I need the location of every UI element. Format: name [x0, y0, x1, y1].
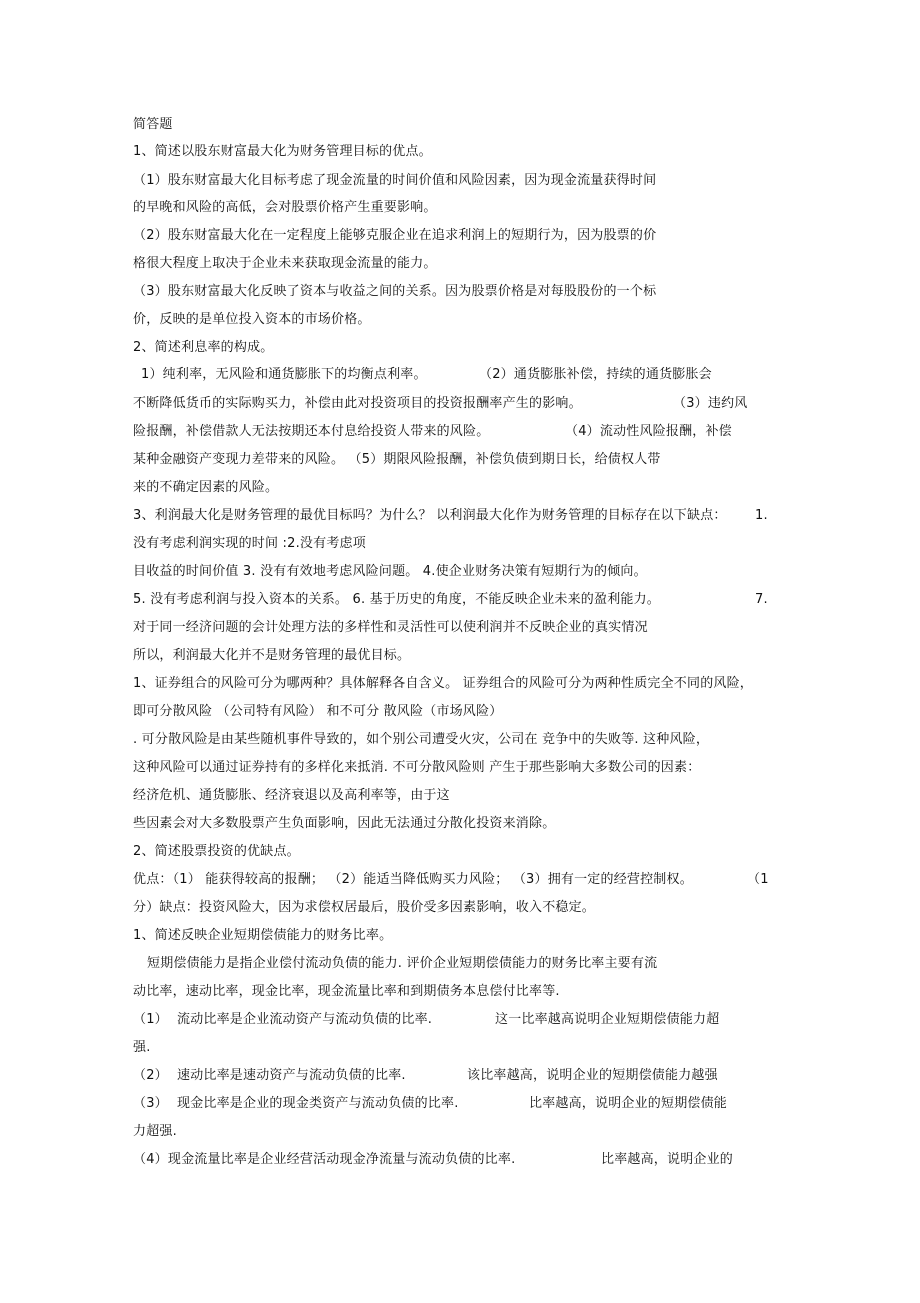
text-segment: 不断降低货币的实际购买力，补偿由此对投资项目的投资报酬率产生的影响。 — [133, 396, 582, 411]
section-heading: 简答题 — [133, 117, 173, 132]
answer-line: （2）股东财富最大化在一定程度上能够克服企业在追求利润上的短期行为，因为股票的价 — [133, 228, 657, 243]
answer-line: 经济危机、通货膨胀、经济衰退以及高利率等，由于这 — [133, 788, 450, 803]
answer-line: 所以，利润最大化并不是财务管理的最优目标。 — [133, 648, 411, 663]
answer-line: 价，反映的是单位投入资本的市场价格。 — [133, 312, 371, 327]
text-segment: 现金比率是企业的现金类资产与流动负债的比率. — [177, 1096, 459, 1111]
text-segment: 险报酬，补偿借款人无法按期还本付息给投资人带来的风险。 — [133, 424, 490, 439]
text-segment: （4）流动性风险报酬，补偿 — [565, 424, 732, 439]
answer-line: 强. — [133, 1040, 151, 1055]
question-1: 1、简述以股东财富最大化为财务管理目标的优点。 — [133, 144, 432, 159]
answer-line: 对于同一经济问题的会计处理方法的多样性和灵活性可以使利润并不反映企业的真实情况 — [133, 620, 648, 635]
text-segment: （1 — [747, 872, 769, 887]
text-segment: 1）纯利率，无风险和通货膨胀下的均衡点利率。 — [141, 367, 427, 382]
text-segment: 这一比率越高说明企业短期偿债能力超 — [495, 1012, 720, 1027]
answer-line: 即可分散风险 （公司特有风险） 和不可分 散风险（市场风险） — [133, 704, 503, 719]
answer-line: 些因素会对大多数股票产生负面影响，因此无法通过分散化投资来消除。 — [133, 816, 556, 831]
answer-line: 目收益的时间价值 3. 没有有效地考虑风险问题。 4.使企业财务决策有短期行为的倾向。 — [133, 564, 647, 579]
text-segment: （2） — [133, 1068, 168, 1083]
answer-line: 分）缺点：投资风险大，因为求偿权居最后，股价受多因素影响，收入不稳定。 — [133, 900, 596, 915]
text-segment: （3）违约风 — [673, 396, 748, 411]
text-segment: （1） — [133, 1012, 168, 1027]
answer-line: 动比率，速动比率，现金比率，现金流量比率和到期债务本息偿付比率等. — [133, 984, 560, 999]
answer-line: 这种风险可以通过证券持有的多样化来抵消. 不可分散风险则 产生于那些影响大多数公司的因素： — [133, 760, 701, 775]
text-segment: 速动比率是速动资产与流动负债的比率. — [177, 1068, 406, 1083]
text-segment: 优点：（1） 能获得较高的报酬； （2）能适当降低购买力风险； （3）拥有一定的经营控制权。 — [133, 872, 693, 887]
text-segment: 3、利润最大化是财务管理的最优目标吗？为什么？ 以利润最大化作为财务管理的目标存在以下缺点： — [133, 508, 727, 523]
text-segment: 5. 没有考虑利润与投入资本的关系。 6. 基于历史的角度，不能反映企业未来的盈利能力。 — [133, 592, 661, 607]
text-segment: （4）现金流量比率是企业经营活动现金净流量与流动负债的比率. — [133, 1152, 516, 1167]
text-segment: 1. — [755, 508, 768, 523]
answer-line: 短期偿债能力是指企业偿付流动负债的能力. 评价企业短期偿债能力的财务比率主要有流 — [147, 956, 658, 971]
question-6: 1、简述反映企业短期偿债能力的财务比率。 — [133, 928, 393, 943]
answer-line: . 可分散风险是由某些随机事件导致的，如个别公司遭受火灾，公司在 竞争中的失败等. 这种风险， — [133, 732, 710, 747]
text-segment: 该比率越高，说明企业的短期偿债能力越强 — [467, 1068, 718, 1083]
text-segment: 比率越高，说明企业的 — [601, 1152, 734, 1167]
answer-line: 格很大程度上取决于企业未来获取现金流量的能力。 — [133, 256, 437, 271]
question-5: 2、简述股票投资的优缺点。 — [133, 844, 300, 859]
text-segment: 流动比率是企业流动资产与流动负债的比率. — [177, 1012, 433, 1027]
answer-line: 没有考虑利润实现的时间 :2.没有考虑项 — [133, 536, 366, 551]
answer-line: 力超强. — [133, 1124, 177, 1139]
answer-line: （3）股东财富最大化反映了资本与收益之间的关系。因为股票价格是对每股股份的一个标 — [133, 284, 657, 299]
answer-line: （1）股东财富最大化目标考虑了现金流量的时间价值和风险因素，因为现金流量获得时间 — [133, 173, 657, 188]
question-2: 2、简述利息率的构成。 — [133, 340, 274, 355]
answer-line: 来的不确定因素的风险。 — [133, 480, 279, 495]
answer-line: 的早晚和风险的高低，会对股票价格产生重要影响。 — [133, 200, 437, 215]
text-segment: （3） — [133, 1096, 168, 1111]
text-segment: 比率越高，说明企业的短期偿债能 — [529, 1096, 728, 1111]
question-4: 1、证券组合的风险可分为哪两种？具体解释各自含义。 证券组合的风险可分为两种性质完全不同的风险， — [133, 676, 754, 691]
text-segment: 7. — [755, 592, 768, 607]
answer-line: 某种金融资产变现力差带来的风险。 （5）期限风险报酬，补偿负债到期日长，给债权人带 — [133, 452, 661, 467]
text-segment: （2）通货膨胀补偿，持续的通货膨胀会 — [479, 367, 712, 382]
